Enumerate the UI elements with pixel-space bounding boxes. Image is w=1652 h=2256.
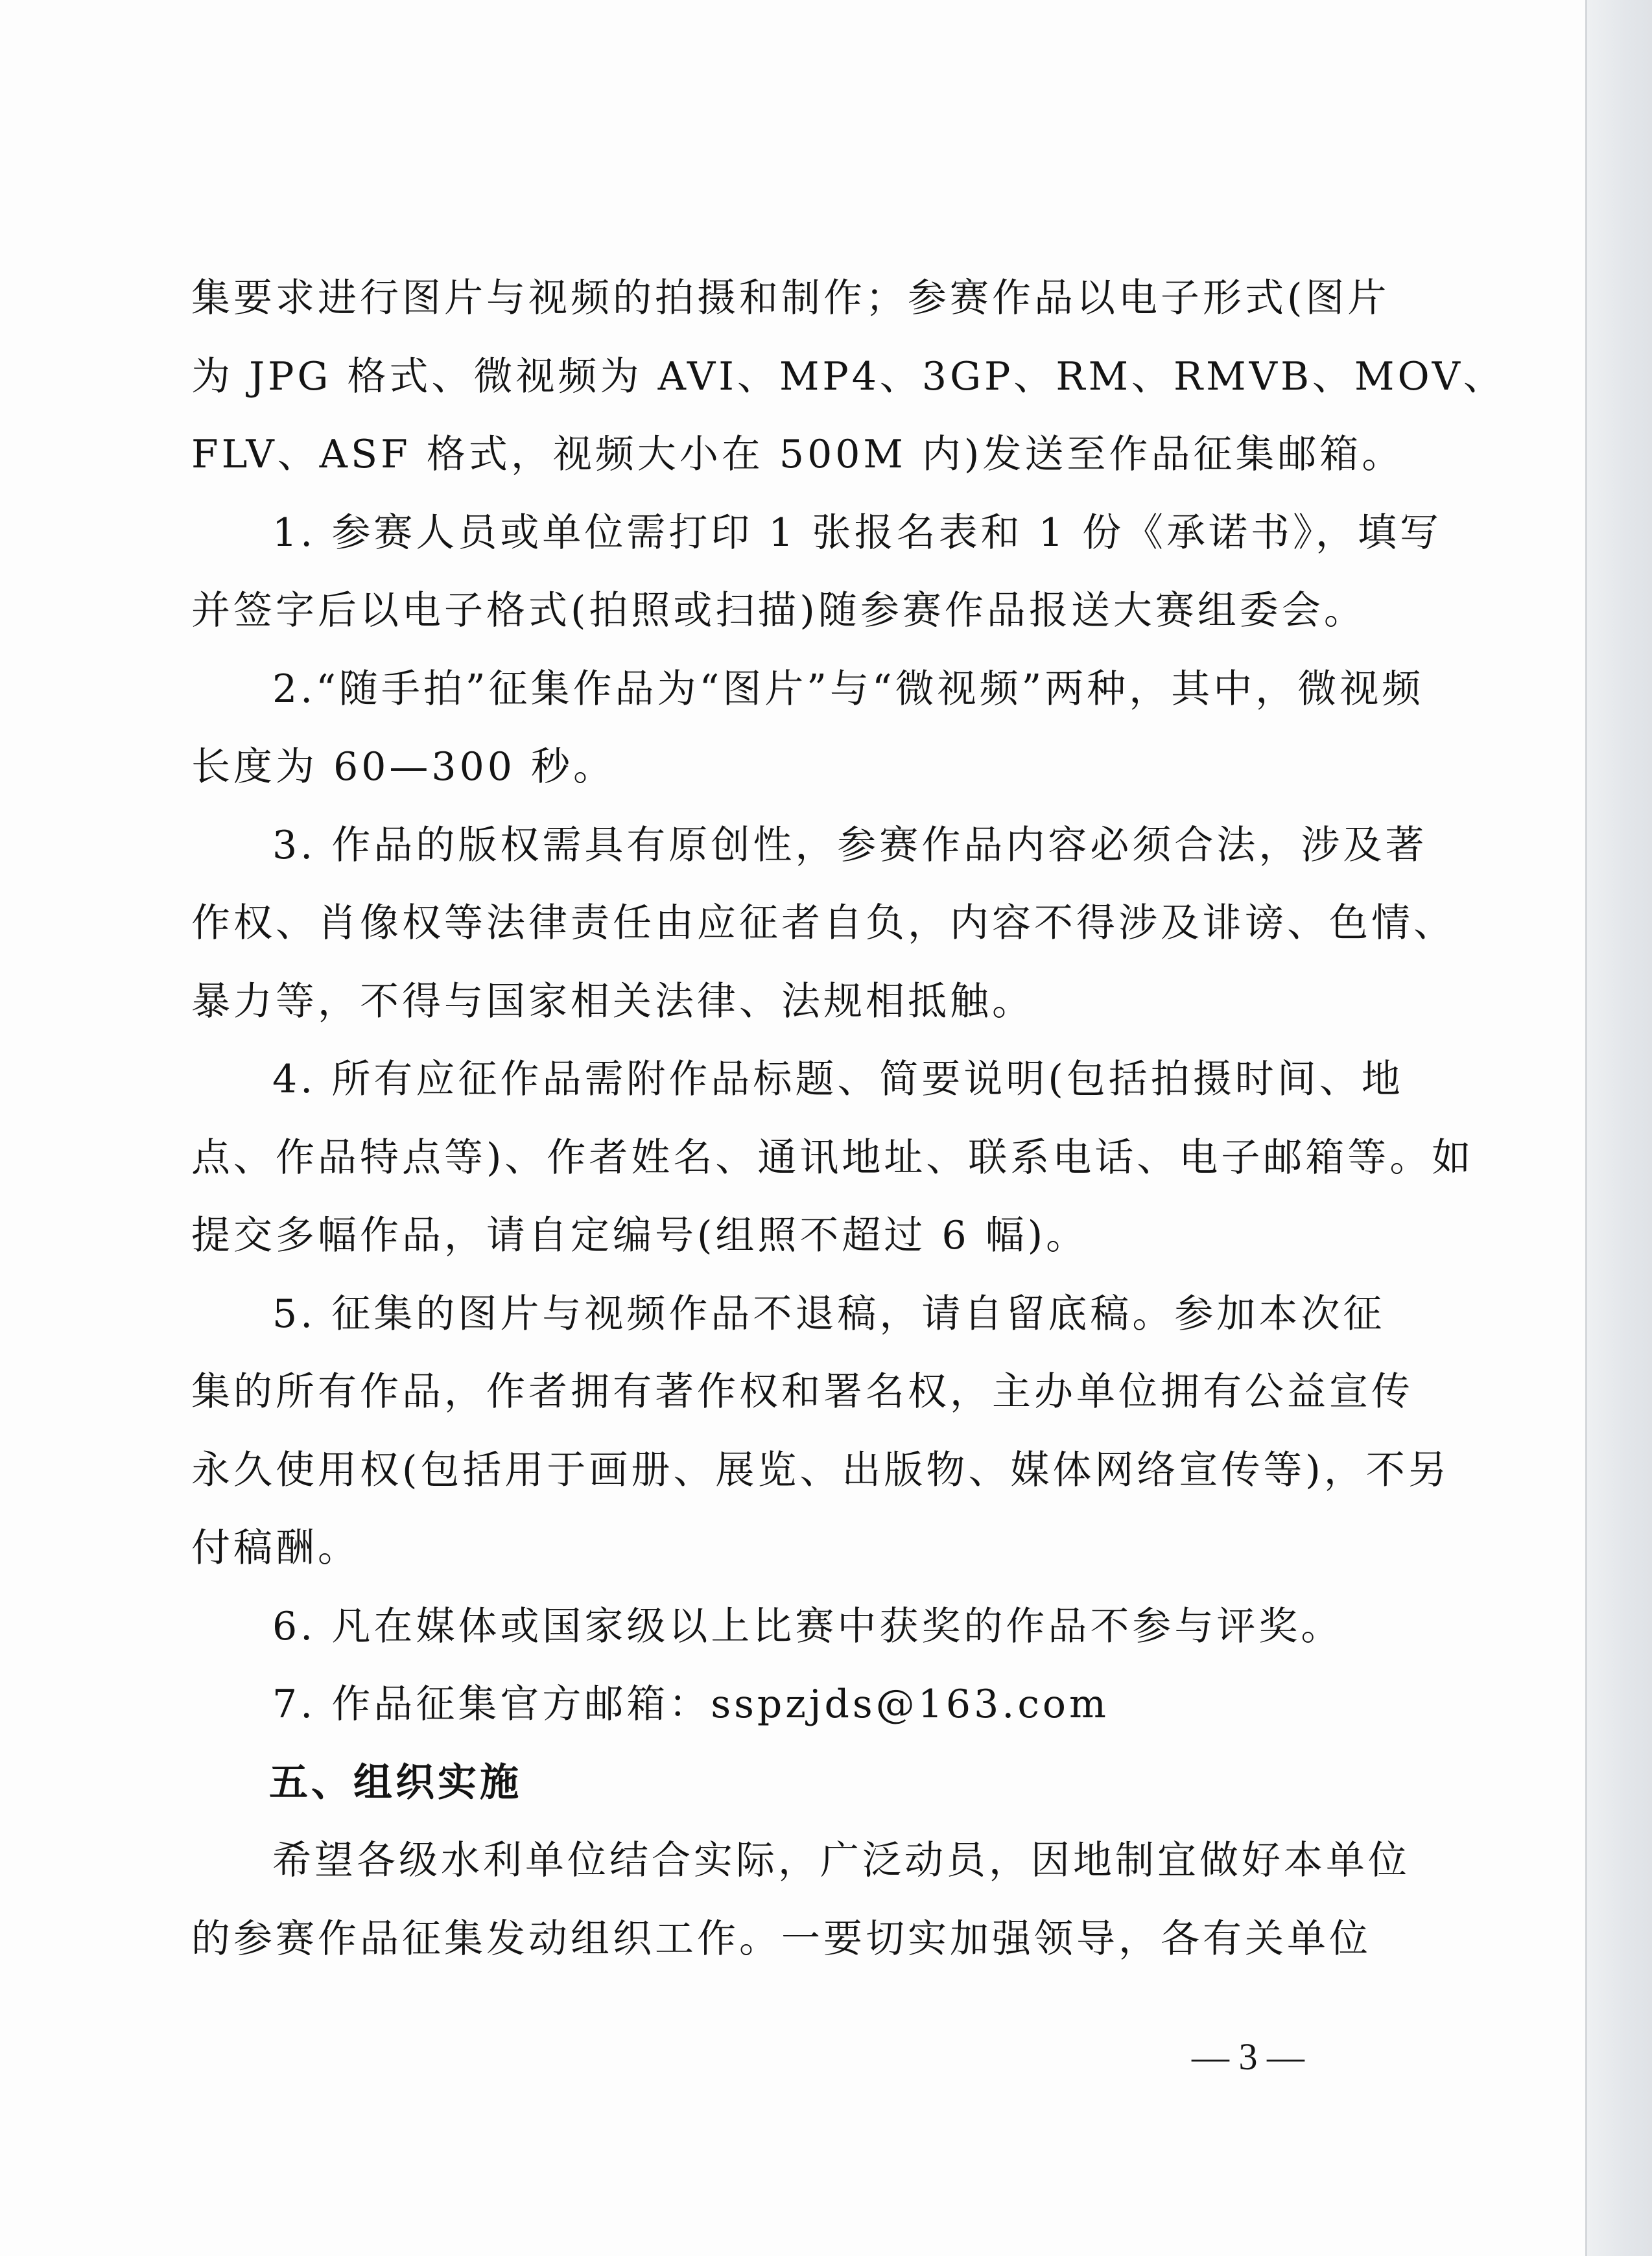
text-line: 永久使用权(包括用于画册、展览、出版物、媒体网络宣传等)，不另 (191, 1447, 1450, 1493)
text-line: 的参赛作品征集发动组织工作。一要切实加强领导，各有关单位 (191, 1916, 1371, 1962)
section-heading: 五、组织实施 (269, 1759, 522, 1805)
text-line: 6. 凡在媒体或国家级以上比赛中获奖的作品不参与评奖。 (272, 1603, 1343, 1649)
text-line: 点、作品特点等)、作者姓名、通讯地址、联系电话、电子邮箱等。如 (191, 1134, 1474, 1181)
text-line: 希望各级水利单位结合实际，广泛动员，因地制宜做好本单位 (272, 1838, 1410, 1883)
page-number: — 3 — (1192, 2036, 1304, 2078)
body-text (191, 259, 1505, 1978)
text-line: 集的所有作品，作者拥有著作权和署名权，主办单位拥有公益宣传 (191, 1369, 1413, 1415)
text-line: 并签字后以电子格式(拍照或扫描)随参赛作品报送大赛组委会。 (191, 588, 1366, 633)
text-line: 付稿酬。 (191, 1525, 360, 1571)
text-line: 2.“随手拍”征集作品为“图片”与“微视频”两种，其中，微视频 (272, 666, 1424, 712)
text-line: 7. 作品征集官方邮箱：sspzjds@163.com (272, 1682, 1109, 1727)
text-line: 4. 所有应征作品需附作品标题、简要说明(包括拍摄时间、地 (272, 1057, 1404, 1102)
paper-edge (1587, 0, 1652, 2256)
text-line: 暴力等，不得与国家相关法律、法规相抵触。 (191, 978, 1034, 1024)
text-line: 提交多幅作品，请自定编号(组照不超过 6 幅)。 (191, 1213, 1089, 1258)
text-line: 5. 征集的图片与视频作品不退稿，请自留底稿。参加本次征 (272, 1291, 1386, 1337)
text-line: 1. 参赛人员或单位需打印 1 张报名表和 1 份《承诺书》，填写 (272, 510, 1442, 556)
text-line: 为 JPG 格式、微视频为 AVI、MP4、3GP、RM、RMVB、MOV、 (191, 353, 1505, 399)
text-line: 3. 作品的版权需具有原创性，参赛作品内容必须合法，涉及著 (272, 822, 1428, 868)
text-line: 集要求进行图片与视频的拍摄和制作；参赛作品以电子形式(图片 (191, 276, 1390, 321)
text-line: 作权、肖像权等法律责任由应征者自负，内容不得涉及诽谤、色情、 (191, 900, 1456, 946)
text-line: FLV、ASF 格式，视频大小在 500M 内)发送至作品征集邮箱。 (191, 432, 1404, 477)
text-line: 长度为 60—300 秒。 (191, 744, 616, 790)
